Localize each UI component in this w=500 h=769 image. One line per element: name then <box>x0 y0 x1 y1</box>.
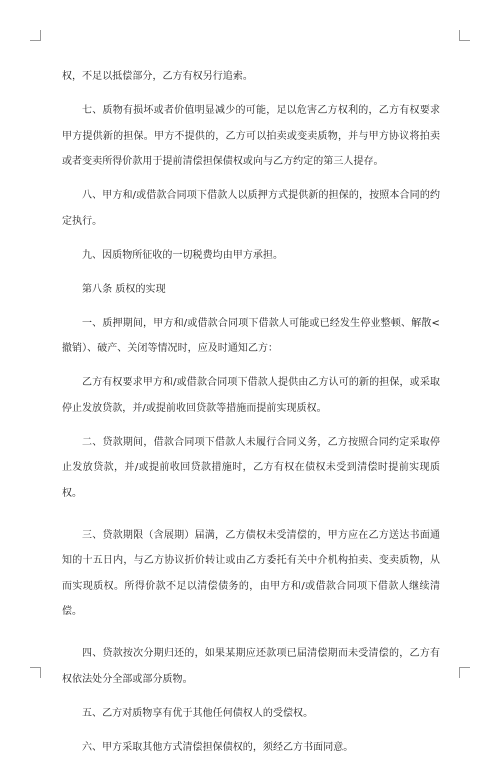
paragraph-item-1-detail: 乙方有权要求甲方和/或借款合同项下借款人提供由乙方认可的新的担保，或采取停止发放贷款，并/或提前收回贷款等措施而提前实现质权。 <box>62 377 440 414</box>
paragraph-item-6: 六、甲方采取其他方式清偿担保债权的，须经乙方书面同意。 <box>82 741 354 753</box>
paragraph-continuation: 权，不足以抵偿部分，乙方有权另行追索。 <box>62 71 253 82</box>
page-corner-mark-top-right <box>459 30 470 41</box>
paragraph-clause-8: 八、甲方和/或借款合同项下借款人以质押方式提供新的担保的，按照本合同的约定执行。 <box>62 190 440 227</box>
page-corner-mark-top-left <box>30 30 41 41</box>
paragraph-item-5: 五、乙方对质物享有优于其他任何债权人的受偿权。 <box>82 707 314 719</box>
page-corner-mark-bottom-left <box>30 667 41 678</box>
paragraph-item-4: 四、贷款按次分期归还的，如果某期应还款项已届清偿期而未受清偿的，乙方有权依法处分全部或部分质物。 <box>62 648 440 685</box>
paragraph-item-2: 二、贷款期间，借款合同项下借款人未履行合同义务，乙方按照合同约定采取停止发放贷款，并/或提前收回贷款措施时，乙方有权在债权未受到清偿时提前实现质权。 <box>62 436 440 500</box>
page-corner-mark-bottom-right <box>459 667 470 678</box>
paragraph-clause-7: 七、质物有损坏或者价值明显减少的可能，足以危害乙方权利的，乙方有权要求甲方提供新的担保。甲方不提供的，乙方可以拍卖或变卖质物，并与甲方协议将拍卖或者变卖所得价款用于提前清偿担保债权或向与乙方约定的第三人提存。 <box>62 104 440 168</box>
paragraph-item-1: 一、质押期间，甲方和/或借款合同项下借款人可能或已经发生停业整顿、解散<撤销）、破产、关闭等情况时，应及时通知乙方： <box>62 317 440 355</box>
paragraph-item-3: 三、贷款期限（含展期）届满，乙方债权未受清偿的，甲方应在乙方送达书面通知的十五日内，与乙方协议折价转让或由乙方委托有关中介机构拍卖、变卖质物，从而实现质权。所得价款不足以清偿债务的，由甲方和/或借款合同项下借款人继续清偿。 <box>62 529 440 618</box>
section-heading-article-8: 第八条 质权的实现 <box>82 283 166 295</box>
document-body <box>62 64 440 769</box>
paragraph-clause-9: 九、因质物所征收的一切税费均由甲方承担。 <box>82 249 283 261</box>
